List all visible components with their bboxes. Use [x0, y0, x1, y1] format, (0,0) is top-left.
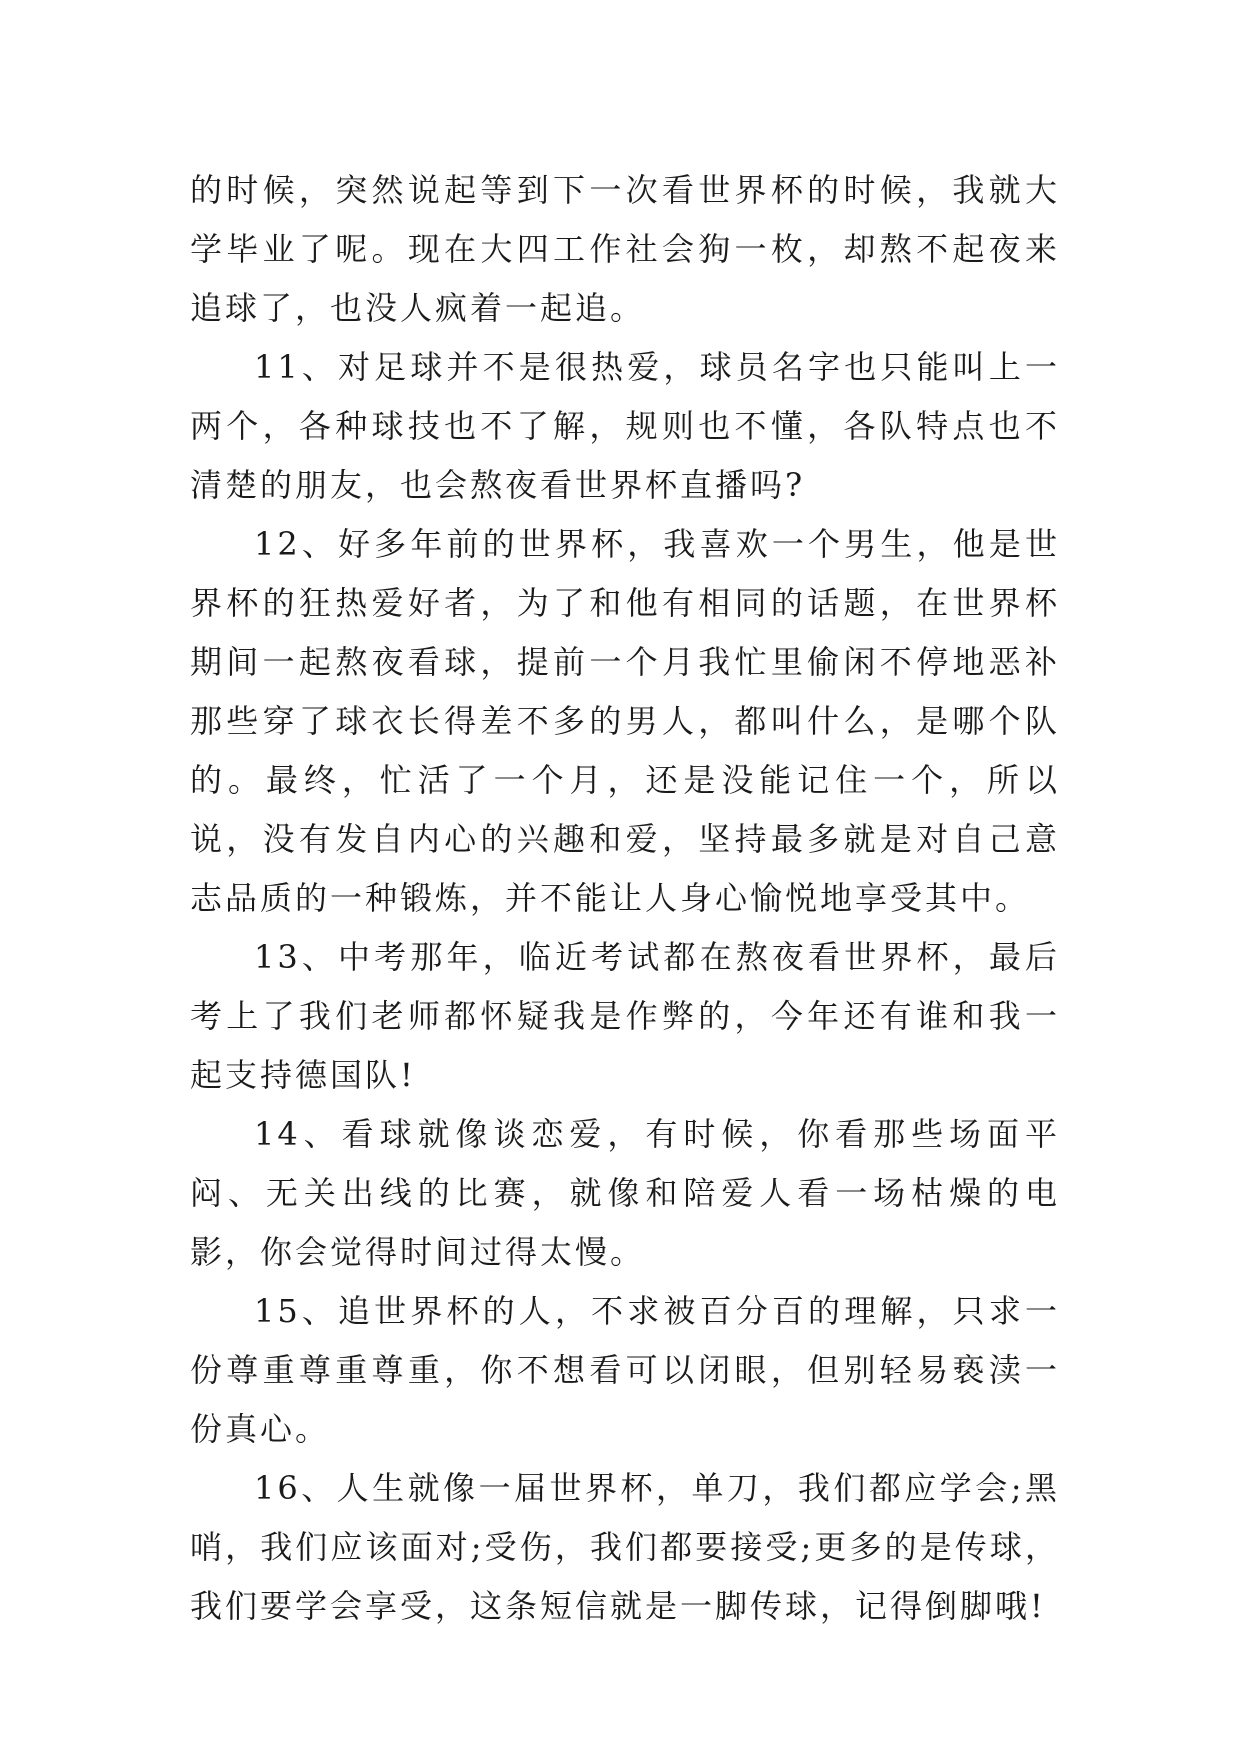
- paragraph-continued: 的时候，突然说起等到下一次看世界杯的时候，我就大学毕业了呢。现在大四工作社会狗一枚，却熬不起夜来追球了，也没人疯着一起追。: [190, 171, 1060, 327]
- paragraph-item-15: 15、追世界杯的人，不求被百分百的理解，只求一份尊重尊重尊重，你不想看可以闭眼，但别轻易亵渎一份真心。: [190, 1292, 1060, 1448]
- paragraph-item-13: 13、中考那年，临近考试都在熬夜看世界杯，最后考上了我们老师都怀疑我是作弊的，今年还有谁和我一起支持德国队!: [190, 938, 1060, 1094]
- paragraph-item-16: 16、人生就像一届世界杯，单刀，我们都应学会;黑哨，我们应该面对;受伤，我们都要接受;更多的是传球，我们要学会享受，这条短信就是一脚传球，记得倒脚哦!: [190, 1469, 1060, 1625]
- paragraph-item-12: 12、好多年前的世界杯，我喜欢一个男生，他是世界杯的狂热爱好者，为了和他有相同的话题，在世界杯期间一起熬夜看球，提前一个月我忙里偷闲不停地恶补那些穿了球衣长得差不多的男人，都叫什么，是哪个队的。最终，忙活了一个月，还是没能记住一个，所以说，没有发自内心的兴趣和爱，坚持最多就是对自己意志品质的一种锻炼，并不能让人身心愉悦地享受其中。: [190, 525, 1060, 917]
- document-body: [190, 161, 1060, 1636]
- paragraph-item-11: 11、对足球并不是很热爱，球员名字也只能叫上一两个，各种球技也不了解，规则也不懂，各队特点也不清楚的朋友，也会熬夜看世界杯直播吗?: [190, 348, 1060, 504]
- paragraph-item-14: 14、看球就像谈恋爱，有时候，你看那些场面平闷、无关出线的比赛，就像和陪爱人看一场枯燥的电影，你会觉得时间过得太慢。: [190, 1115, 1060, 1271]
